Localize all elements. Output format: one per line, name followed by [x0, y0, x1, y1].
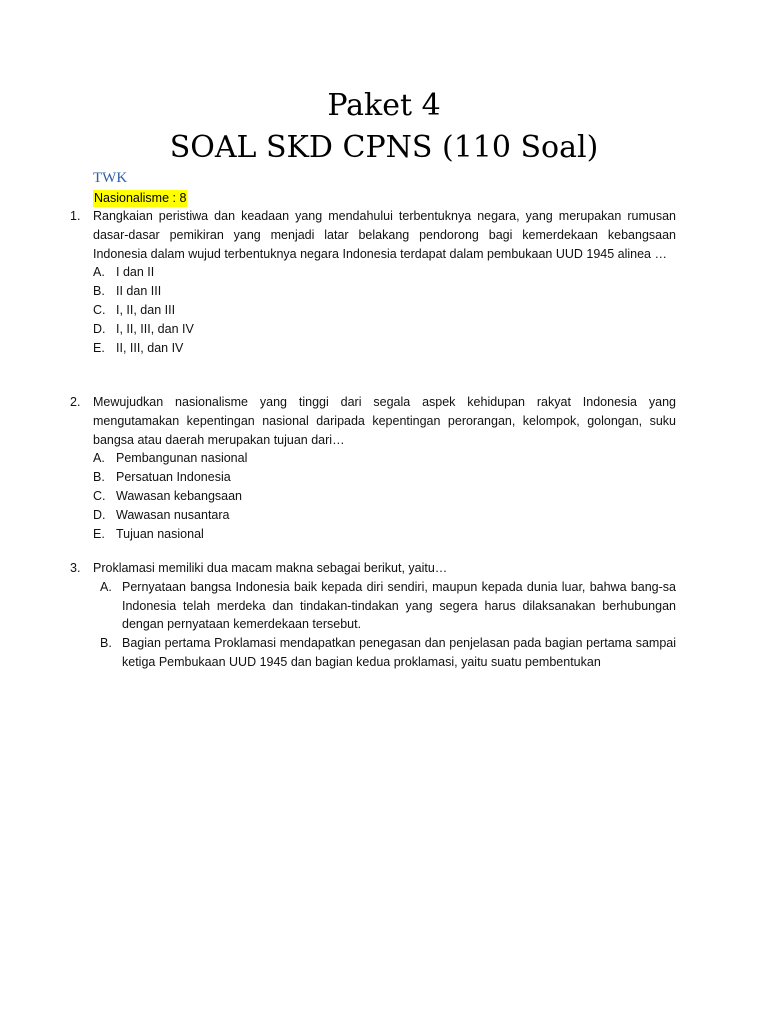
option-text: I, II, dan III — [116, 302, 176, 317]
topic-label-highlighted: Nasionalisme : 8 — [94, 191, 187, 205]
option-text: Wawasan kebangsaan — [116, 488, 243, 503]
answer-option — [93, 468, 676, 487]
option-text: Persatuan Indonesia — [116, 470, 231, 485]
option-text: I dan II — [116, 265, 155, 280]
option-letter: C. — [93, 488, 106, 503]
answer-option — [93, 487, 676, 506]
question-1 — [70, 207, 676, 357]
option-text: Tujuan nasional — [116, 526, 204, 541]
option-letter: B. — [93, 284, 105, 299]
option-letter: A. — [93, 265, 105, 280]
option-text: Pernyataan bangsa Indonesia baik kepada diri sendiri, maupun kepada dunia luar, bahwa bang-sa Indonesia telah merdeka dan tindakan-tindakan yang segera harus dilaksanakan berhubungan dengan pernyataan kemerdekaan tersebut. — [122, 579, 676, 632]
option-letter: A. — [93, 451, 105, 466]
answer-options — [93, 449, 676, 543]
option-text: Bagian pertama Proklamasi mendapatkan penegasan dan penjelasan pada bagian pertama sampai ketiga Pembukaan UUD 1945 dan bagian kedua proklamasi, yaitu suatu pembentukan — [122, 636, 676, 669]
answer-options — [100, 578, 676, 672]
answer-option — [93, 263, 676, 282]
question-3 — [70, 559, 676, 672]
answer-option — [93, 449, 676, 468]
option-letter: D. — [93, 321, 106, 336]
question-text: Proklamasi memiliki dua macam makna sebagai berikut, yaitu… — [93, 561, 448, 575]
option-text: II, III, dan IV — [116, 340, 184, 355]
option-text: Wawasan nusantara — [116, 507, 230, 522]
answer-option — [100, 634, 676, 672]
option-letter: D. — [93, 507, 106, 522]
answer-option — [93, 282, 676, 301]
document-title-line2: SOAL SKD CPNS (110 Soal) — [169, 130, 599, 165]
answer-option — [93, 339, 676, 358]
answer-option — [93, 320, 676, 339]
question-2 — [70, 393, 676, 543]
answer-option — [93, 506, 676, 525]
document-title-line1: Paket 4 — [327, 88, 441, 123]
answer-option — [93, 525, 676, 544]
option-text: Pembangunan nasional — [116, 451, 248, 466]
question-number: 2. — [70, 395, 81, 409]
question-text: Mewujudkan nasionalisme yang tinggi dari segala aspek kehidupan rakyat Indonesia yang mengutamakan kepentingan nasional daripada kepentingan perorangan, kelompok, golongan, suku bangsa atau daerah merupakan tujuan dari… — [93, 395, 676, 447]
option-text: I, II, III, dan IV — [116, 321, 194, 336]
option-letter: B. — [93, 470, 105, 485]
option-letter: A. — [100, 579, 112, 594]
option-letter: E. — [93, 526, 105, 541]
question-number: 1. — [70, 209, 81, 223]
option-text: II dan III — [116, 284, 162, 299]
answer-option — [100, 578, 676, 634]
option-letter: B. — [100, 636, 112, 651]
question-number: 3. — [70, 561, 81, 575]
section-heading: TWK — [93, 170, 128, 186]
option-letter: E. — [93, 340, 105, 355]
answer-options — [93, 263, 676, 357]
question-text: Rangkaian peristiwa dan keadaan yang mendahului terbentuknya negara, yang merupakan rumusan dasar-dasar pemikiran yang menjadi latar belakang pendorong bagi kemerdekaan kebangsaan Indonesia dalam wujud terbentuknya negara Indonesia terdapat dalam pembukaan UUD 1945 alinea … — [93, 209, 676, 261]
option-letter: C. — [93, 302, 106, 317]
answer-option — [93, 301, 676, 320]
